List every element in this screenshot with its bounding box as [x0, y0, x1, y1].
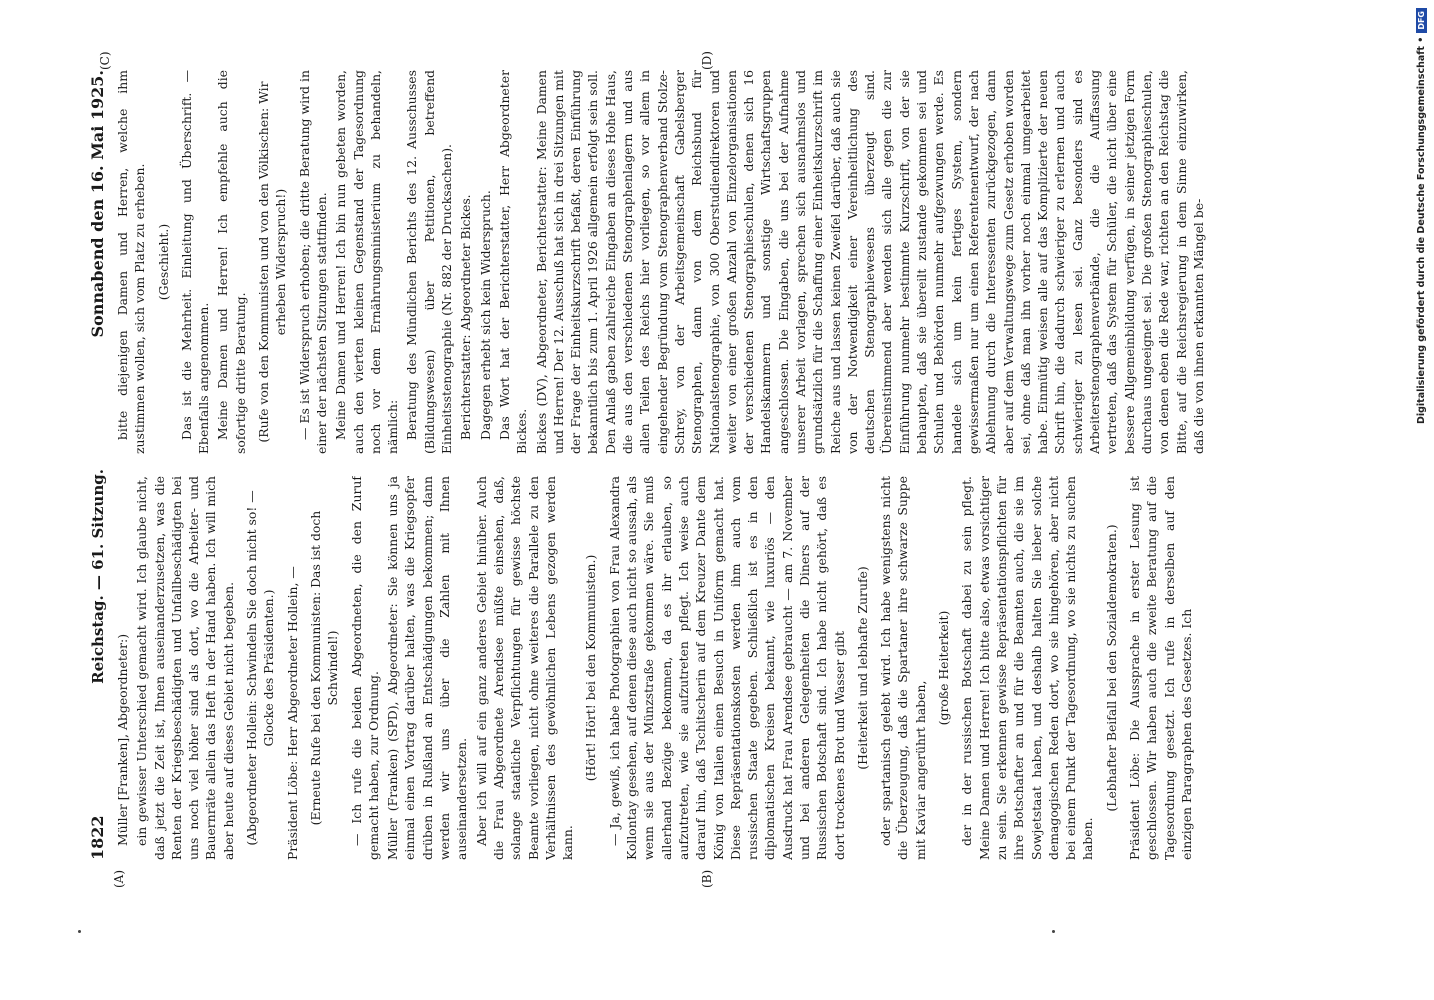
paragraph: (Lebhafter Beifall bei den Sozialdemokraten.)	[1103, 524, 1119, 812]
page-number: 1822	[88, 815, 107, 860]
paragraph: (Geschieht.)	[155, 223, 171, 301]
paragraph: (Heiterkeit und lebhafte Zurufe)	[854, 566, 870, 770]
paragraph: (große Heiterkeit)	[936, 610, 952, 726]
paragraph: — Es ist Widerspruch erhoben; die dritte Beratung wird in einer der nächsten Sitzungen stattfinden.	[296, 70, 329, 454]
paragraph: Berichterstatter: Abgeordneter Bickes.	[458, 194, 474, 440]
paragraph: Meine Damen und Herren! Ich bin nun gebeten worden, auch den vierten kleinen Gegenstand der Tagesordnung noch vor dem Ernährungsministerium zu behandeln, nämlich:	[333, 70, 401, 454]
text-columns	[114, 70, 1364, 860]
dfg-logo: DFG	[1416, 8, 1427, 33]
paragraph: — Ja, gewiß, ich habe Photographien von Frau Alexandra Kollontay gesehen, auf denen diese auch nicht so aussah, als wenn sie aus der Münzstraße gekommen wäre. Sie muß allerhand Bezüge bekommen, da es ihr erlauben, so aufzutreten, wie sie aufzutreten pflegt. Ich weise auch darauf hin, daß Tschitscherin auf dem Kreuzer Dante dem König von Italien einen Besuch in Uniform gemacht hat. Diese Repräsentationskosten werden ihm auch vom russischen Staate gegeben. Schließlich ist es in den diplomatischen Kreisen bekannt, wie luxuriös — den Ausdruck hat Frau Arendsee gebraucht — am 7. November und bei anderen Gelegenheiten die Diners auf der Russischen Botschaft sind. Ich habe nicht gehört, daß es dort trockenes Brot und Wasser gibt	[606, 476, 847, 860]
paragraph: ein gewisser Unterschied gemacht wird. Ich glaube nicht, daß jetzt die Zeit ist, Ihnen auseinanderzusetzen, was die Renten der Kriegsbeschädigten und Unfallbeschädigten bei uns noch viel höher sind als dort, wo die Arbeiter- und Bauernräte allein das Heft in der Hand haben. Ich will mich aber heute auf dieses Gebiet nicht begeben.	[134, 476, 236, 860]
dfg-note-text: Digitalisierung gefördert durch die Deutsche Forschungsgemeinschaft •	[1415, 36, 1427, 425]
paragraph: oder spartanisch gelebt wird. Ich habe wenigstens nicht die Überzeugung, daß die Spartaner ihre schwarze Suppe mit Kaviar angerührt haben,	[878, 476, 928, 860]
paragraph: (Rufe von den Kommunisten und von den Völkischen: Wir erheben Widerspruch!)	[256, 81, 289, 443]
paragraph: Müller [Franken], Abgeordneter:)	[115, 633, 130, 846]
paragraph: bitte diejenigen Damen und Herren, welche ihm zustimmen wollen, sich vom Platz zu erheben.	[115, 70, 148, 454]
paragraph: Aber ich will auf ein ganz anderes Gebiet hinüber. Auch die Frau Abgeordnete Arendsee müßte einsehen, daß, solange staatliche Verpflichtungen für gewisse höchste Beamte vorliegen, nicht ohne weiteres die Parallele zu den Verhältnissen des gewöhnlichen Lebens gezogen werden kann.	[473, 476, 576, 860]
page-header	[88, 70, 110, 860]
column-left	[114, 476, 1364, 860]
paragraph: Meine Damen und Herren! Ich empfehle auch die sofortige dritte Beratung.	[215, 70, 248, 454]
dfg-note	[1410, 8, 1432, 994]
column-right	[114, 70, 1364, 454]
paragraph: Müller (Franken) (SPD), Abgeordneter: Sie können uns ja einmal einen Vortrag darüber halten, was die Kriegsopfer drüben in Rußland an Entschädigungen bekommen; dann werden wir uns über die Zahlen mit Ihnen auseinandersetzen.	[385, 476, 470, 860]
paragraph: Beratung des Mündlichen Berichts des 12. Ausschusses (Bildungswesen) über Petitionen, betreffend Einheitsstenographie (Nr. 882 der Drucksachen).	[404, 70, 455, 454]
paragraph: Präsident Löbe: Die Aussprache in erster Lesung ist geschlossen. Wir haben auch die zweite Beratung auf die Tagesordnung gesetzt. Ich rufe in derselben auf den einzigen Paragraphen des Gesetzes. Ich	[1127, 476, 1194, 860]
paragraph: (Hört! Hört! bei den Kommunisten.)	[583, 554, 599, 782]
paragraph: (Erneute Rufe bei den Kommunisten: Das ist doch Schwindel!)	[307, 510, 341, 826]
margin-mark-c: (C)	[98, 51, 112, 70]
margin-mark-a: (A)	[112, 869, 126, 888]
margin-mark-b: (B)	[700, 869, 714, 888]
paragraph: (Abgeordneter Hollein: Schwindeln Sie doch nicht so! — Glocke des Präsidenten.)	[244, 490, 277, 846]
paragraph: — Ich rufe die beiden Abgeordneten, die den Zuruf gemacht haben, zur Ordnung.	[348, 476, 381, 860]
paragraph: Bickes (DV), Abgeordneter, Berichterstatter: Meine Damen und Herren! Der 12. Ausschuß hat sich in drei Sitzungen mit der Frage der Einheitskurzschrift befaßt, deren Einführung bekanntlich bis zum 1. April 1926 allgemein erfolgt sein soll. Den Anlaß gaben zahlreiche Eingaben an dieses Hohe Haus, die aus den verschiedenen Stenographenlagern und aus allen Teilen des Reichs hier vorliegen, so vor allem in eingehender Begründung vom Stenographenverband Stolze-Schrey, von der Arbeitsgemeinschaft Gabelsberger Stenographen, dann von dem Reichsbund für Nationalstenographie, von 300 Oberstudiendirektoren und weiter von einer großen Anzahl von Einzelorganisationen der verschiedenen Stenographieschulen, denen sich 16 Handelskammern und sonstige Wirtschaftsgruppen angeschlossen. Die Eingaben, die uns bei der Aufnahme unserer Arbeit vorlagen, sprechen sich ausnahmslos und grundsätzlich für die Schaffung einer Einheitskurzschrift im Reiche aus und lassen keinen Zweifel darüber, daß auch sie von der Notwendigkeit einer Vereinheitlichung des deutschen Stenographiewesens überzeugt sind. Übereinstimmend aber wenden sich alle gegen die zur Einführung nunmehr bestimmte Kurzschrift, von der sie behaupten, daß sie übereilt zustande gekommen sei und Schulen und Behörden nunmehr aufgezwungen werde. Es handele sich um kein fertiges System, sondern gewissermaßen nur um einen Referentenentwurf, der nach Ablehnung durch die Interessenten zurückgezogen, dann aber auf dem Verwaltungswege zum Gesetz erhoben worden sei, ohne daß man ihn vorher noch einmal umgearbeitet habe. Einmütig weisen alle auf das Komplizierte der neuen Schrift hin, die dadurch schwieriger zu erlernen und auch schwieriger zu lesen sei. Ganz besonders sind es Arbeiterstenographenverbände, die die Auffassung vertreten, daß das System für Schüler, die nicht über eine bessere Allgemeinbildung verfügen, in seiner jetzigen Form durchaus ungeeignet sei. Die großen Stenographieschulen, von denen eben die Rede war, richten an den Reichstag die Bitte, auf die Reichsregierung in dem Sinne einzuwirken, daß die von ihnen erkannten Mängel be-	[533, 70, 1206, 454]
paragraph: Das ist die Mehrheit. Einleitung und Überschrift. — Ebenfalls angenommen.	[178, 70, 212, 454]
paragraph: Präsident Löbe: Herr Abgeordneter Hollein, —	[284, 566, 300, 860]
paragraph: Das Wort hat der Berichterstatter, Herr Abgeordneter Bickes.	[496, 70, 530, 454]
scan-speck	[78, 930, 81, 933]
paragraph: Dagegen erhebt sich kein Widerspruch.	[477, 190, 493, 440]
session-title: Reichstag. — 61. Sitzung.	[89, 469, 107, 684]
margin-mark-d: (D)	[700, 51, 714, 70]
session-date: Sonnabend den 16. Mai 1925.	[88, 70, 107, 338]
scan-speck	[1052, 930, 1055, 933]
paragraph: der in der russischen Botschaft dabei zu sein pflegt. Meine Damen und Herren! Ich bitte also, etwas vorsichtiger zu sein. Sie erkennen gewisse Repräsentationspflichten für ihre Botschafter an und für die Beamten auch, die sie im Sowjetstaat haben, und deshalb halten Sie lieber solche demagogischen Reden dort, wo sie hingehören, aber nicht bei einem Punkt der Tagesordnung, wo sie nichts zu suchen haben.	[959, 476, 1096, 860]
